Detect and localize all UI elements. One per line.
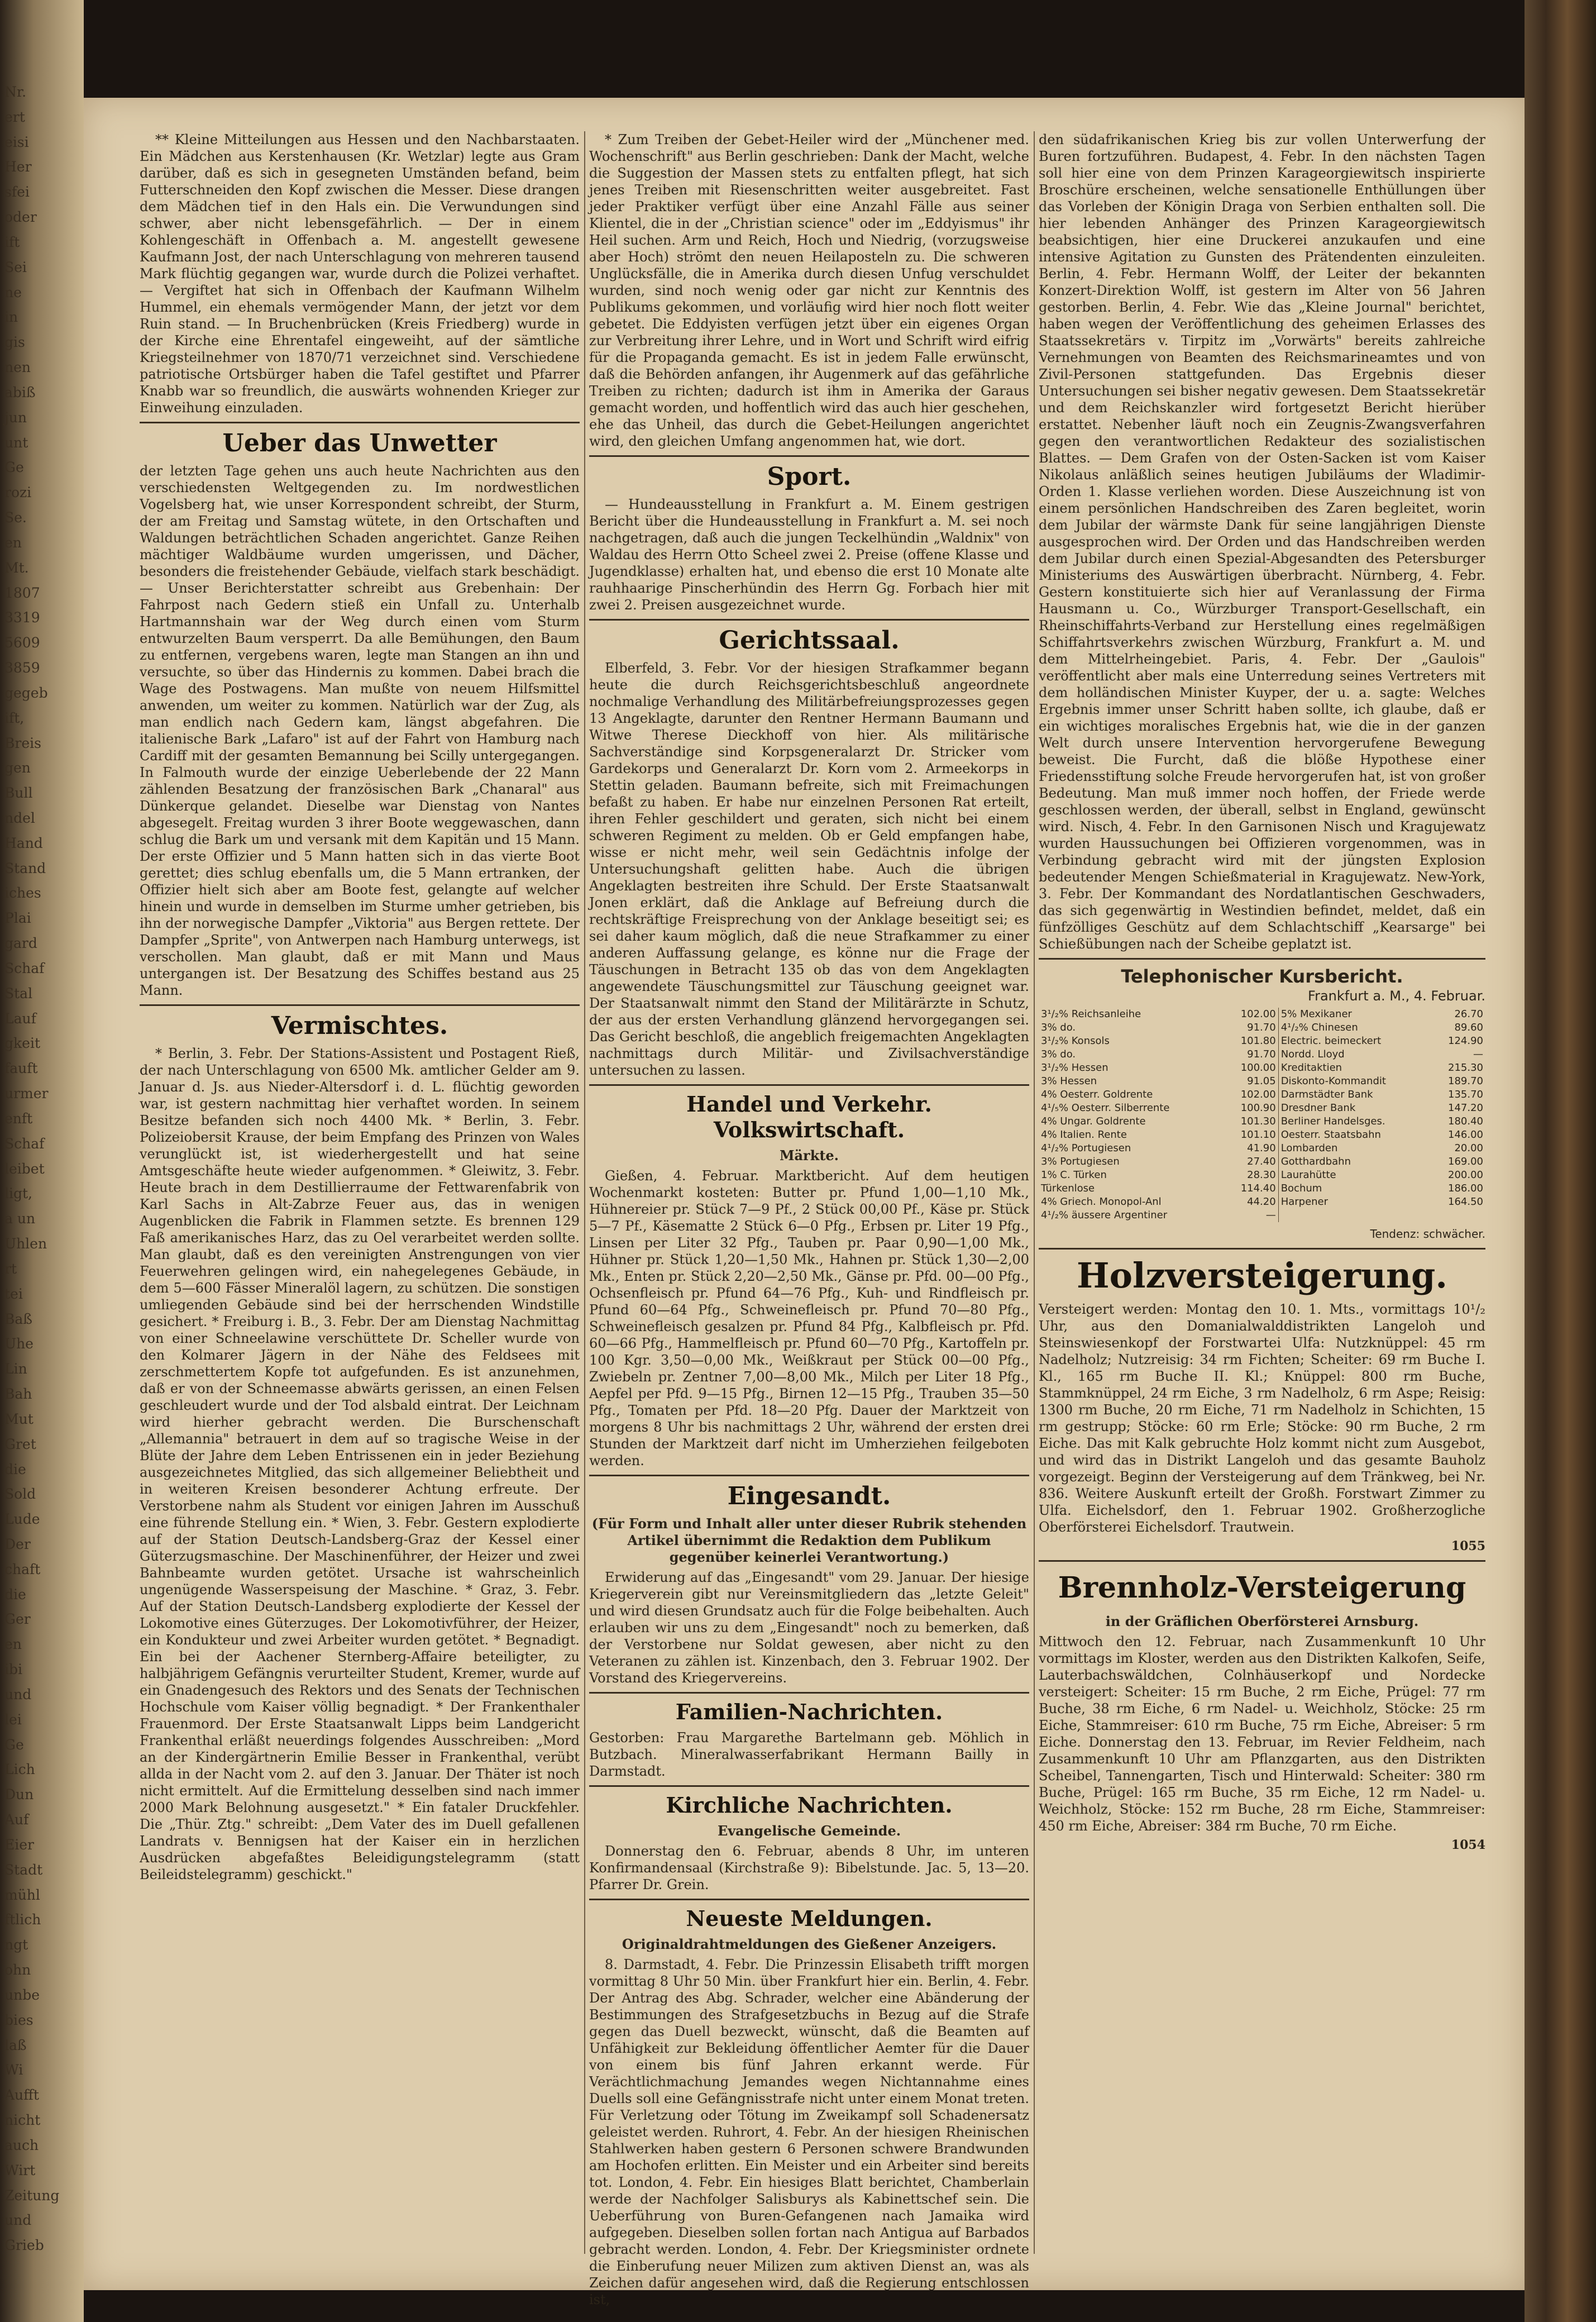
stock-price: 27.40 [1247,1156,1276,1167]
stock-row [1039,1061,1485,1075]
section-rule [1039,1560,1485,1562]
stock-name: Electric. beimeckert [1278,1034,1430,1048]
margin-text-fragment: ne [4,284,22,301]
heading-firewood-auction: Brennholz-Versteigerung [1058,1571,1466,1605]
stock-name: 4% Oesterr. Goldrente [1041,1089,1153,1100]
margin-text-fragment: Stal [4,985,33,1002]
margin-text-fragment: Plai [4,910,31,927]
stock-name: Oesterr. Staatsbahn [1278,1128,1430,1142]
ad-reference-number: 1054 [1451,1838,1485,1852]
section-rule [589,455,1029,457]
section-rule [589,619,1029,621]
article-regional-news: ** Kleine Mitteilungen aus Hessen und den Nachbarstaaten. Ein Mädchen aus Kerstenhausen (Kr. Wetzlar) legte aus Gram darüber, daß es sich in gesegneten Umständen befand, beim Futterschneiden den Kopf zwischen die Messer. Diese drangen dem Mädchen tief in den Hals ein. Die Verwundungen sind schwer, aber nicht lebensgefährlich. — Der in einem Kohlengeschäft in Offenbach a. M. angestellt gewesene Kaufmann Jost, der nach Unterschlagung von mehreren tausend Mark flüchtig gegangen war, wurde durch die Polizei verhaftet. — Vergiftet hat sich in Offenbach der Kaufmann Wilhelm Hummel, ein ehemals vermögender Mann, der jetzt vor dem Ruin stand. — In Bruchenbrücken (Kreis Friedberg) wurde in der Kirche eine Ehrentafel eingeweiht, auf der sämtliche Kriegsteilnehmer von 1870/71 verzeichnet sind. Verschiedene patriotische Ortsbürger haben die Tafel gestiftet und Pfarrer Knabb war so freundlich, die auswärts wohnenden Krieger zur Einweihung einzuladen. [140,132,580,416]
stock-price: 100.00 [1240,1062,1276,1074]
heading-court: Gerichtssaal. [719,626,900,655]
margin-text-fragment: chaft [4,1561,41,1577]
scan-left-margin [0,0,84,2322]
stock-price: — [1473,1048,1483,1060]
article-weather: der letzten Tage gehen uns auch heute Nachrichten aus den verschiedensten Weltgegenden zu. Im nordwestlichen Vogelsberg hat, wie unser Korrespondent schreibt, der Sturm, der am Freitag und Samstag wütete, in den Ortschaften und Waldungen beträchtlichen Schaden angerichtet. Ganze Reihen mächtiger Waldbäume wurden umgerissen, und Dächer, besonders die freistehender Gebäude, vielfach stark beschädigt. — Unser Berichterstatter schreibt aus Grebenhain: Der Fahrpost nach Gedern stieß ein Unfall zu. Unterhalb Hartmannshain war der Weg durch einen vom Sturm entwurzelten Baum versperrt. Da alle Bemühungen, den Baum zu entfernen, vergebens waren, legte man Stangen an ihn und versuchte, so über das Hindernis zu kommen. Dabei brach die Wage des Postwagens. Man mußte von neuem Hilfsmittel anwenden, um weiter zu kommen. Natürlich war der Zug, als man endlich nach Gedern kam, längst abgefahren. Die italienische Bark „Lafaro" ist auf der Fahrt von Hamburg nach Cardiff mit der gesamten Bemannung bei Scilly untergegangen. In Falmouth wurde der einzige Ueberlebende der 22 Mann zählenden Besatzung der französischen Bark „Chanaral" aus Dünkerque gelandet. Dieselbe war Dienstag von Nantes abgesegelt. Freitag wurden 3 ihrer Boote weggewaschen, dann schlug die Bark um und versank mit dem Kapitän und 15 Mann. Der erste Offizier und 5 Mann hatten sich in das vierte Boot gerettet; dies schlug ebenfalls um, die 5 Mann ertranken, der Offizier hielt sich aber am Boote fest, gelangte auf welcher hinein und wurde in demselben im Sturme umher getrieben, bis ihn der norwegische Dampfer „Viktoria" aus Bergen rettete. Der Dampfer „Sprite", von Antwerpen nach Hamburg unterwegs, ist verschollen. Man glaubt, daß er mit Mann und Maus untergangen ist. Der Besatzung des Schiffes bestand aus 25 Mann. [140,463,580,998]
margin-text-fragment: ftlich [4,1911,41,1928]
margin-text-fragment: Wirt [4,2162,36,2178]
stock-price: 101.10 [1240,1129,1276,1141]
stock-name: 4¹/₂% Chinesen [1278,1021,1430,1034]
stock-price: 91.70 [1247,1048,1276,1060]
article-church: Donnerstag den 6. Februar, abends 8 Uhr, im unteren Konfirmandensaal (Kirchstraße 9): Bibelstunde. Jac. 5, 13—20. Pfarrer Dr. Grein. [589,1843,1029,1892]
heading-trade: Handel und Verkehr. Volkswirtschaft. [686,1091,932,1142]
stock-price: 200.00 [1448,1169,1483,1181]
subheading-parish: Evangelische Gemeinde. [717,1823,901,1839]
margin-text-fragment: 1807 [4,584,40,601]
margin-text-fragment: fauft [4,1060,38,1077]
margin-text-fragment: ligt, [4,1185,32,1202]
margin-text-fragment: Bah [4,1386,32,1403]
stock-name: 3% Hessen [1041,1075,1097,1087]
article-latest-news-continued: den südafrikanischen Krieg bis zur vollen Unterwerfung der Buren fortzuführen. Budapest, 4. Febr. In den nächsten Tagen soll hier eine von dem Prinzen Karageorgiewitsch inspirierte Broschüre erscheinen, welche sensationelle Enthüllungen über das Vorleben der Königin Draga von Serbien enthalten soll. Die hier lebenden Anhänger des Prinzen Karageorgiewitsch beabsichtigen, hier eine Druckerei anzukaufen und eine intensive Agitation zu Gunsten des Prätendenten einzuleiten. Berlin, 4. Febr. Hermann Wolff, der Leiter der bekannten Konzert-Direktion Wolff, ist gestern im Alter von 56 Jahren gestorben. Berlin, 4. Febr. Wie das „Kleine Journal" berichtet, haben wegen der Veröffentlichung des geheimen Erlasses des Staatssekretärs v. Tirpitz im „Vorwärts" bereits zahlreiche Vernehmungen von Beamten des Reichsmarineamtes und von Zivil-Personen stattgefunden. Das Ergebnis dieser Untersuchungen sei bisher negativ gewesen. Dem Staatssekretär und dem Reichskanzler wird fortgesetzt Bericht hierüber erstattet. Nebenher läuft noch ein Zeugnis-Zwangsverfahren gegen den verantwortlichen Redakteur des sozialistischen Blattes. — Dem Grafen von der Osten-Sacken ist vom Kaiser Nikolaus anläßlich seines heutigen Jubiläums der Wladimir-Orden 1. Klasse verliehen worden. Diese Auszeichnung ist von einem persönlichen Handschreiben des Zaren begleitet, worin dem Jubilar der wärmste Dank für seine langjährigen Dienste ausgesprochen wird. Der Orden und das Handschreiben werden dem Jubilar durch einen Spezial-Abgesandten des Petersburger Ministeriums des Auswärtigen überbracht. Nürnberg, 4. Febr. Gestern konstituierte sich hier auf Veranlassung der Firma Hausmann u. Co., Würzburger Transport-Gesellschaft, ein Rheinschiffahrts-Verband zur Herstellung eines regelmäßigen Schiffahrtsverkehrs zwischen Würzburg, Frankfurt a. M. und dem Mittelrheingebiet. Paris, 4. Febr. Der „Gaulois" veröffentlicht aber mals eine Unterredung seines Vertreters mit dem holländischen Minister Kuyper, der u. a. sagte: Welches Ergebnis immer unser Schritt haben sollte, ich glaube, daß er ein wichtiges moralisches Ergebnis hat, wie die in der ganzen Welt durch unsere Intervention hervorgerufene Bewegung beweist. Die Furcht, daß die blöße Hypothese einer Friedensstiftung solche Freude hervorgerufen hat, ist von großer Bedeutung. Man muß immer noch hoffen, der Friede werde geschlossen werden, der überall, selbst in England, gewünscht wird. Nisch, 4. Febr. In den Garnisonen Nisch und Kragujewatz wurden Haussuchungen bei Offizieren vorgenommen, was in Verbindung gebracht wird mit der jüngsten Explosion bedeutender Mengen Schießmaterial in Kragujewatz. New-York, 3. Febr. Der Kommandant des Nordatlantischen Geschwaders, das sich gegenwärtig in Westindien befindet, meldet, daß ein fünfzölliges Geschütz auf dem Schlachtschiff „Kearsarge" bei Schießübungen nach der Scheibe geplatzt ist. [1039,132,1485,952]
stock-name: 1% C. Türken [1041,1169,1107,1181]
letters-disclaimer: (Für Form und Inhalt aller unter dieser Rubrik stehenden Artikel übernimmt die Redaktion dem Publikum gegenüber keinerlei Verantwortung.) [591,1515,1027,1565]
column-rule [584,131,585,2254]
margin-text-fragment: ohn [4,1962,31,1978]
margin-text-fragment: gen [4,760,31,776]
margin-text-fragment: unt [4,434,28,451]
margin-text-fragment: Schaf [4,960,45,976]
stock-row [1039,1169,1485,1182]
stock-price: — [1265,1209,1276,1221]
column-1 [140,131,580,2276]
heading-weather: Ueber das Unwetter [222,429,497,457]
column-2 [589,131,1029,2307]
stock-price: 147.20 [1448,1102,1483,1114]
margin-text-fragment: sfei [4,184,30,201]
stock-name: 4% Ungar. Goldrente [1041,1115,1146,1127]
margin-text-fragment: rt [4,1260,17,1277]
margin-text-fragment: Auf [4,1811,29,1828]
stock-name: 3% do. [1041,1022,1076,1033]
stock-name: 4¹/₂% äussere Argentiner [1041,1209,1168,1221]
margin-text-fragment: lei [4,1711,22,1728]
stock-name: 3¹/₂% Reichsanleihe [1041,1008,1141,1020]
margin-text-fragment: rozi [4,484,32,501]
stock-price: 89.60 [1454,1022,1483,1033]
stock-price: 189.70 [1448,1075,1483,1087]
stock-row [1039,1155,1485,1169]
stock-name: Berliner Handelsges. [1278,1115,1430,1128]
stock-row [1039,1209,1485,1222]
margin-text-fragment: Stand [4,860,46,876]
stock-name: Türkenlose [1041,1183,1095,1194]
margin-text-fragment: Nr. [4,84,27,100]
stock-name: 3% do. [1041,1048,1076,1060]
margin-text-fragment: ift [4,233,20,250]
stock-price: 91.70 [1247,1022,1276,1033]
stock-price: 124.90 [1448,1035,1483,1047]
heading-timber-auction: Holzversteigerung. [1077,1255,1447,1296]
margin-text-fragment: a un [4,1210,36,1227]
subheading-telegrams: Originaldrahtmeldungen des Gießener Anzeigers. [622,1936,997,1952]
margin-text-fragment: Ge [4,459,24,476]
article-miscellaneous: * Berlin, 3. Febr. Der Stations-Assistent und Postagent Rieß, der nach Unterschlagung von 6500 Mk. amtlicher Gelder am 9. Januar d. Js. aus Nieder-Altersdorf i. d. L. flüchtig geworden war, ist gestern nachmittag hier verhaftet worden. In seinem Besitze befanden sich noch 4400 Mk. * Berlin, 3. Febr. Polizeiobersit Krause, der beim Empfang des Prinzen von Wales verunglückt ist, ist wiederhergestellt und hat seine Amtsgeschäfte heute wieder aufgenommen. * Gleiwitz, 3. Febr. Heute brach in dem Destillierraume der Fettwarenfabrik von Karl Sachs in Alt-Zabrze Feuer aus, das in wenigen Augenblicken die Fabrik in Flammen setzte. Es brennen 129 Faß amerikanisches Harz, das zu Oel verarbeitet werden sollte. Man glaubt, daß es den vereinigten Anstrengungen von vier Feuerwehren gelingen wird, ein nahegelegenes Gebäude, in dem 5—600 Fässer Mineralöl lagern, zu schützen. Die sonstigen umliegenden Gebäude sind bei der herrschenden Windstille gesichert. * Freiburg i. B., 3. Febr. Der am Dienstag Nachmittag von einer Schneelawine verschüttete Dr. Scheller wurde von den Kolmarer Jägern in der Nähe des Feldsees mit zerschmettertem Kopfe tot aufgefunden. Es ist anzunehmen, daß er von der Schneemasse abwärts gerissen, an einen Felsen geschleudert wurde und der Tod alsbald eintrat. Der Leichnam wird hierher gebracht werden. Die Burschenschaft „Allemannia" betrauert in dem auf so tragische Weise in der Blüte der Jahre dem Leben Entrissenen ein in jeder Beziehung ausgezeichnetes Mitglied, das sich allgemeiner Beliebtheit und in weiteren Kreisen besonderer Achtung erfreute. Der Verstorbene nahm als Student vor einigen Jahren im Ausschuß eine führende Stellung ein. * Wien, 3. Febr. Gestern explodierte auf der Station Deutsch-Landsberg-Graz der Kessel einer Güterzugsmaschine. Der Maschinenführer, der Heizer und zwei Bahnbeamte wurden getötet. Ursache ist wahrscheinlich ungenügende Wasserspeisung der Maschine. * Graz, 3. Febr. Auf der Station Deutsch-Landsberg explodierte der Kessel der Lokomotive eines Güterzuges. Der Lokomotivführer, der Heizer, ein Kondukteur und zwei Arbeiter wurden getötet. * Begnadigt. Ein bei der Aachener Sternberg-Affaire beteiligter, zu halbjährigem Gefängnis verurteilter Student, Kremer, wurde auf ein Gnadengesuch des Rektors und des Senats der Technischen Hochschule vom Kaiser völlig begnadigt. * Der Frankenthaler Frauenmord. Der Erste Staatsanwalt Lipps beim Landgericht Frankenthal erläßt neuerdings folgendes Ausschreiben: „Mord an der Kindergärtnerin Emilie Besser in Frankenthal, verübt allda in der Nacht vom 2. auf den 3. Januar. Der Thäter ist noch nicht ermittelt. Auf die Ermittelung desselben sind nach immer 2000 Mark Belohnung ausgesetzt." * Ein fataler Druckfehler. Die „Thür. Ztg." schreibt: „Dem Vater des im Duell gefallenen Landrats v. Bennigsen hat der Kaiser ein in herzlichen Ausdrücken abgefaßtes Beleidigungstelegramm (statt Beileidstelegramm) geschickt." [140,1046,580,1882]
margin-text-fragment: jun [4,409,27,426]
margin-text-fragment: Lauf [4,1010,36,1027]
margin-text-fragment: Bull [4,785,33,802]
stock-name: Nordd. Lloyd [1278,1048,1430,1061]
margin-text-fragment: ert [4,108,25,125]
margin-text-fragment: Sei [4,259,27,275]
subheading-markets: Märkte. [779,1147,839,1164]
stock-row [1039,1008,1485,1021]
article-family: Gestorben: Frau Margarethe Bartelmann geb. Möhlich in Butzbach. Mineralwasserfabrikant Hermann Bailly in Darmstadt. [589,1730,1029,1779]
stock-price: 215.30 [1448,1062,1483,1074]
margin-text-fragment: Ger [4,1611,31,1628]
stock-price: 135.70 [1448,1089,1483,1100]
stock-name: Darmstädter Bank [1278,1088,1430,1102]
margin-text-fragment: unbe [4,1986,40,2003]
margin-text-fragment: en [4,1636,22,1653]
stock-price: 91.05 [1247,1075,1276,1087]
stock-name: 4% Griech. Monopol-Anl [1041,1196,1162,1208]
stock-price: 146.00 [1448,1129,1483,1141]
stock-row [1039,1102,1485,1115]
stock-name: Lombarden [1278,1142,1430,1155]
margin-text-fragment: ift, [4,709,25,726]
stock-price: 100.90 [1240,1102,1276,1114]
margin-text-fragment: Eier [4,1836,34,1853]
margin-text-fragment: Stadt [4,1861,43,1878]
margin-text-fragment: Gret [4,1436,36,1452]
margin-text-fragment: eisi [4,133,29,150]
article-sport: — Hundeausstellung in Frankfurt a. M. Einem gestrigen Bericht über die Hundeausstellung in Frankfurt a. M. sei noch nachgetragen, daß auch die jungen Teckelhündin „Waldnix" von Waldau des Herrn Otto Scheel zwei 2. Preise (offene Klasse und Jugendklasse) erhalten hat, und ebenso die erst 10 Monate alte rauhhaarige Pinscherhündin des Herrn Gg. Forbach hier mit zwei 2. Preisen ausgezeichnet wurde. [589,497,1029,613]
margin-text-fragment: Breis [4,735,41,751]
section-rule [589,1475,1029,1476]
margin-text-fragment: mühl [4,1886,40,1903]
margin-text-fragment: und [4,2212,32,2229]
section-rule [1039,1248,1485,1250]
section-rule [140,1004,580,1006]
stock-name: Laurahütte [1278,1169,1430,1182]
newspaper-page [84,98,1525,2307]
stock-row [1039,1088,1485,1102]
stock-price: 169.00 [1448,1156,1483,1167]
heading-sport: Sport. [767,463,852,491]
margin-text-fragment: gis [4,334,25,351]
subheading-forestry-office: in der Gräflichen Oberförsterei Arnsburg. [1105,1613,1419,1629]
stock-name: Harpener [1278,1195,1430,1209]
stock-name [1278,1209,1430,1222]
section-rule [589,1899,1029,1900]
stock-price: 180.40 [1448,1115,1483,1127]
margin-text-fragment: gard [4,935,37,952]
margin-text-fragment: Zeitung [4,2187,60,2204]
margin-text-fragment: Mut [4,1410,34,1427]
margin-text-fragment: Lin [4,1361,27,1377]
stock-price: 20.00 [1454,1142,1483,1154]
section-rule [589,1084,1029,1086]
margin-text-fragment: Ge [4,1736,24,1753]
margin-text-fragment: nicht [4,2112,41,2129]
margin-text-fragment: gegeb [4,684,48,701]
margin-text-fragment: Wi [4,2062,23,2078]
section-rule [1039,958,1485,960]
stock-name: Kreditaktien [1278,1061,1430,1075]
stock-price: 101.30 [1240,1115,1276,1127]
margin-text-fragment: Hand [4,835,43,851]
margin-text-fragment: die [4,1586,26,1603]
stock-price: 101.80 [1240,1035,1276,1047]
stock-row [1039,1048,1485,1061]
stock-name: Gotthardbahn [1278,1155,1430,1169]
stock-row [1039,1142,1485,1155]
margin-text-fragment: urmer [4,1085,49,1102]
section-rule [589,1692,1029,1694]
stock-table [1039,1008,1485,1222]
stock-name: 4¹/₂% Portugiesen [1041,1142,1131,1154]
stock-price: 102.00 [1240,1008,1276,1020]
heading-stock-report: Telephonischer Kursbericht. [1121,966,1403,987]
margin-text-fragment: Der [4,1536,31,1552]
stock-name: Dresdner Bank [1278,1102,1430,1115]
stock-name: 4¹/₅% Oesterr. Silberrente [1041,1102,1170,1114]
stock-price: 164.50 [1448,1196,1483,1208]
margin-text-fragment: auch [4,2137,39,2153]
article-market-report: Gießen, 4. Februar. Marktbericht. Auf dem heutigen Wochenmarkt kosteten: Butter pr. Pfund 1,00—1,10 Mk., Hühnereier pr. Stück 7—9 Pf., 2 Stück 00,00 Pf., Käse pr. Stück 5—7 Pf., Käsematte 2 Stück 6—0 Pfg., Erbsen pr. Liter 19 Pfg., Linsen per Liter 32 Pfg., Tauben pr. Paar 0,90—1,00 Mk., Hühner pr. Stück 1,20—1,50 Mk., Hahnen pr. Stück 1,30—2,00 Mk., Enten pr. Stück 2,20—2,50 Mk., Gänse pr. Pfd. 00—00 Pfg., Ochsenfleisch pr. Pfund 64—76 Pfg., Kuh- und Rindfleisch pr. Pfund 60—64 Pfg., Schweinefleisch pr. Pfund 70—80 Pfg., Schweinefleisch gesalzen pr. Pfund 84 Pfg., Kalbfleisch pr. Pfd. 60—66 Pfg., Hammelfleisch pr. Pfund 60—70 Pfg., Kartoffeln pr. 100 Kgr. 3,50—0,00 Mk., Weißkraut per Stück 00—00 Pfg., Zwiebeln pr. Zentner 7,00—8,00 Mk., Milch per Liter 18 Pfg., Aepfel per Pfd. 9—15 Pfg., Birnen 12—15 Pfg., Trauben 35—50 Pfg., Tomaten per Pfd. 18—20 Pfg. Dauer der Marktzeit von morgens 8 Uhr bis nachmittags 2 Uhr, während der ersten drei Stunden der Marktzeit darf nicht im Umherziehen feilgeboten werden. [589,1168,1029,1468]
heading-miscellaneous: Vermischtes. [271,1012,448,1040]
margin-text-fragment: die [4,1461,26,1477]
stock-name: 3¹/₂% Hessen [1041,1062,1108,1074]
margin-text-fragment: Uhe [4,1336,34,1352]
margin-text-fragment: ngt [4,1937,28,1953]
stock-row [1039,1115,1485,1128]
margin-text-fragment: Lich [4,1761,35,1778]
article-latest-news: 8. Darmstadt, 4. Febr. Die Prinzessin Elisabeth trifft morgen vormittag 8 Uhr 50 Min. über Frankfurt hier ein. Berlin, 4. Febr. Der Antrag des Abg. Schrader, welcher eine Abänderung der Bestimmungen des Strafgesetzbuchs in Bezug auf die Strafe gegen das Duell bezweckt, wünscht, daß die Beamten auf Unfähigkeit zur Bekleidung öffentlicher Aemter für die Dauer von einem bis fünf Jahren erkannt werde. Für Verächtlichmachung Jemandes wegen Nichtannahme eines Duells soll eine Gefängnisstrafe nicht unter einem Monat treten. Für Verletzung oder Tötung im Zweikampf soll Schadenersatz geleistet werden. Ruhrort, 4. Febr. An der hiesigen Rheinischen Stahlwerken haben gestern 6 Personen schwere Brandwunden am Hochofen erlitten. Ein Meister und ein Arbeiter sind bereits tot. London, 4. Febr. Ein hiesiges Blatt berichtet, Chamberlain werde der Nachfolger Salisburys als Kabinettschef sein. Die Ueberführung von Buren-Gefangenen nach Jamaika wird aufgegeben. Dieselben sollen fortan nach Antigua auf Barbados gebracht werden. London, 4. Febr. Der Kriegsminister ordnete die Einberufung neuer Milizen zum aktiven Dienst an, was als Zeichen dafür angesehen wird, daß die Regierung entschlossen ist, [589,1957,1029,2307]
heading-letters: Eingesandt. [727,1482,891,1510]
stock-name: 4% Italien. Rente [1041,1129,1127,1141]
book-binding-edge [1525,0,1596,2322]
margin-text-fragment: laß [4,2037,27,2053]
ad-reference-number: 1055 [1451,1539,1485,1553]
stock-price: 41.90 [1247,1142,1276,1154]
margin-text-fragment: 5609 [4,635,40,651]
stock-name: Bochum [1278,1182,1430,1195]
margin-text-fragment: gkeit [4,1035,40,1052]
section-rule [589,1785,1029,1787]
margin-text-fragment: leibet [4,1160,45,1177]
heading-family: Familien-Nachrichten. [675,1699,943,1724]
margin-text-fragment: und [4,1686,32,1703]
stock-name: 5% Mexikaner [1278,1008,1430,1021]
article-faith-healers: * Zum Treiben der Gebet-Heiler wird der „Münchener med. Wochenschrift" aus Berlin geschrieben: Dank der Macht, welche die Suggestion der Massen stets zu entfalten pflegt, hat sich jenes Treiben mit Riesenschritten weiter ausgebreitet. Fast jeder Praktiker verfügt über eine Anzahl Fälle aus seiner Klientel, die in der „Christian science" oder im „Eddyismus" ihr Heil suchen. Arm und Reich, Hoch und Niedrig, (vorzugsweise aber Hoch) strömt den neuen Heilaposteln zu. Die schweren Unglücksfälle, die in Amerika durch diesen Unfug verschuldet wurden, sind noch wenig oder gar nicht zur Kenntnis des Publikums gekommen, und vorläufig wird hier noch flott weiter gebetet. Die Eddyisten verfügen jetzt über ein eigenes Organ zur Verbreitung ihrer Lehre, und in Wort und Schrift wird eifrig für die Propaganda gemacht. Es ist in jedem Falle erwünscht, daß die Behörden anfangen, ihr Augenmerk auf das gefährliche Treiben zu richten; dadurch ist ihm in Amerika der Garaus gemacht worden, und hoffentlich wird das auch hier geschehen, ehe das Unheil, das durch die Gebet-Heilungen angerichtet wird, den gleichen Umfang angenommen hat, wie dort. [589,132,1029,449]
margin-text-fragment: Her [4,159,32,175]
section-rule [140,422,580,423]
stock-price: 186.00 [1448,1183,1483,1194]
stock-row [1039,1128,1485,1142]
heading-church: Kirchliche Nachrichten. [666,1792,953,1818]
margin-text-fragment: abiß [4,384,36,400]
stock-row [1039,1195,1485,1209]
stock-price [1431,1209,1485,1222]
stock-name: Diskonto-Kommandit [1278,1075,1430,1088]
margin-text-fragment: Baß [4,1310,32,1327]
stock-row [1039,1182,1485,1195]
stock-tendency: Tendenz: schwächer. [1370,1227,1485,1241]
margin-text-fragment: 3319 [4,609,40,626]
margin-text-fragment: oder [4,209,37,226]
margin-text-fragment: iches [4,885,41,902]
heading-latest-news: Neueste Meldungen. [686,1906,933,1931]
column-rule [1034,131,1035,2254]
margin-text-fragment: Schaf [4,1135,45,1152]
margin-text-fragment: enft [4,1110,33,1127]
stock-report-place-date: Frankfurt a. M., 4. Februar. [1308,988,1485,1004]
margin-text-fragment: bies [4,2011,34,2028]
stock-price: 26.70 [1454,1008,1483,1020]
margin-text-fragment: Dun [4,1786,34,1803]
margin-text-fragment: nen [4,359,31,376]
stock-price: 102.00 [1240,1089,1276,1100]
stock-name: 3% Portugiesen [1041,1156,1120,1167]
article-timber-auction: Versteigert werden: Montag den 10. 1. Mts., vormittags 10¹/₂ Uhr, aus den Domanialwalddistrikten Langeloh und Steinswiesenkopf der Forstwartei Ulfa: Nutzknüppel: 45 rm Nadelholz; Nutzreisig: 34 rm Fichten; Scheiter: 69 rm Buche I. Kl., 165 rm Buche II. Kl.; Knüppel: 800 rm Buche, Stammknüppel, 24 rm Eiche, 3 rm Nadelholz, 6 rm Aspe; Reisig: 1300 rm Buche, 20 rm Eiche, 71 rm Nadelholz in Schichten, 15 rm gestrupp; Stöcke: 60 rm Erle; Stöcke: 90 rm Buche, 2 rm Eiche. Das mit Kalk gebruchte Holz kommt nicht zum Ausgebot, und wird das in Distrikt Langeloh und das gesamte Bauholz vorgezeigt. Beginn der Versteigerung auf dem Tränkweg, bei Nr. 836. Weitere Auskunft erteilt der Großh. Forstwart Zimmer zu Ulfa. Eichelsdorf, den 1. Februar 1902. Großherzogliche Oberförsterei Eichelsdorf. Trautwein. [1039,1301,1485,1535]
margin-text-fragment: ibi [4,1661,22,1678]
margin-text-fragment: tei [4,1285,23,1302]
margin-text-fragment: Lude [4,1511,40,1528]
stock-row [1039,1075,1485,1088]
article-court: Elberfeld, 3. Febr. Vor der hiesigen Strafkammer begann heute die durch Reichsgerichtsbeschluß angeordnete nochmalige Verhandlung des Militärbefreiungsprozesses gegen 13 Angeklagte, darunter den Rentner Hermann Baumann und Witwe Therese Dieckhoff von hier. Als militärische Sachverständige sind Korpsgeneralarzt Dr. Stricker vom Gardekorps und Generalarzt Dr. Korn vom 2. Armeekorps in Stettin geladen. Baumann befreite, sich mit Freimachungen befaßt zu haben. Er habe nur einzelnen Personen Rat erteilt, ihren Fehler geschildert und geraten, sich nicht bei einem schweren Regiment zu melden. Ob er Geld empfangen habe, wisse er nicht mehr, weil sein Gedächtnis infolge der Untersuchungshaft gelitten habe. Auch die übrigen Angeklagten bestreiten ihre Schuld. Der Erste Staatsanwalt Jonen erklärt, daß die Anklage auf Befreiung durch die rechtskräftige Freisprechung von der Anklage beseitigt sei; es sei daher kaum möglich, daß die neue Strafkammer zu einer anderen Auffassung gelange, es könne nur die Frage der Täuschungen in Betracht 135 ob das von dem Angeklagten angewendete Täuschungsmittel zur Täuschung geeignet war. Der Staatsanwalt nimmt den Stand der Militärärzte in Schutz, der aus der ersten Verhandlung glänzend hervorgegangen sei. Das Gericht beschloß, die angeblich freigemachten Angeklagten nachmittags durch Militär- und Zivilsachverständige untersuchen zu lassen. [589,660,1029,1078]
margin-text-fragment: 3859 [4,660,40,676]
stock-price: 114.40 [1240,1183,1276,1194]
stock-row [1039,1021,1485,1034]
stock-row [1039,1034,1485,1048]
stock-price: 28.30 [1247,1169,1276,1181]
margin-text-fragment: ndel [4,810,35,826]
margin-text-fragment: Sold [4,1486,36,1503]
margin-text-fragment: Se. [4,509,27,526]
margin-text-fragment: Grieb [4,2237,44,2254]
column-3 [1039,131,1485,2276]
margin-text-fragment: Aufft [4,2087,39,2104]
stock-price: 44.20 [1247,1196,1276,1208]
margin-text-fragment: Uhlen [4,1236,47,1252]
article-firewood-auction: Mittwoch den 12. Februar, nach Zusammenkunft 10 Uhr vormittags im Kloster, werden aus den Distrikten Kalkofen, Seife, Lauterbachswäldchen, Colnhäuserkopf und Nordecke versteigert: Scheiter: 15 rm Buche, 2 rm Eiche, Prügel: 77 rm Buche, 38 rm Eiche, 6 rm Nadel- u. Weichholz, Stöcke: 25 rm Eiche, Stammreiser: 610 rm Buche, 75 rm Eiche, Abreiser: 5 rm Eiche. Donnerstag den 13. Februar, im Revier Feldheim, nach Zusammenkunft 10 Uhr am Pflanzgarten, aus den Distrikten Scheibel, Tannengarten, Tisch und Hinterwald: Scheiter: 380 rm Buche, Prügel: 165 rm Buche, 35 rm Eiche, 12 rm Nadel- u. Weichholz, Stöcke: 152 rm Buche, 28 rm Eiche, Stammreiser: 450 rm Eiche, Abreiser: 384 rm Buche, 70 rm Eiche. [1039,1634,1485,1834]
margin-text-fragment: in [4,309,18,326]
margin-text-fragment: Mt. [4,559,29,576]
article-letter: Erwiderung auf das „Eingesandt" vom 29. Januar. Der hiesige Kriegerverein gibt nur Vereinsmitgliedern das „letzte Geleit" und wird diesen Grundsatz auch für die Folge beibehalten. Auch erlauben wir uns zu dem „Eingesandt" noch zu bemerken, daß der Verstorbene nur Soldat gewesen, aber nicht zu den Veteranen zu zählen ist. Kinzenbach, den 3. Februar 1902. Der Vorstand des Kriegervereins. [589,1570,1029,1686]
margin-text-fragment: en [4,534,22,551]
stock-name: 3¹/₂% Konsols [1041,1035,1110,1047]
